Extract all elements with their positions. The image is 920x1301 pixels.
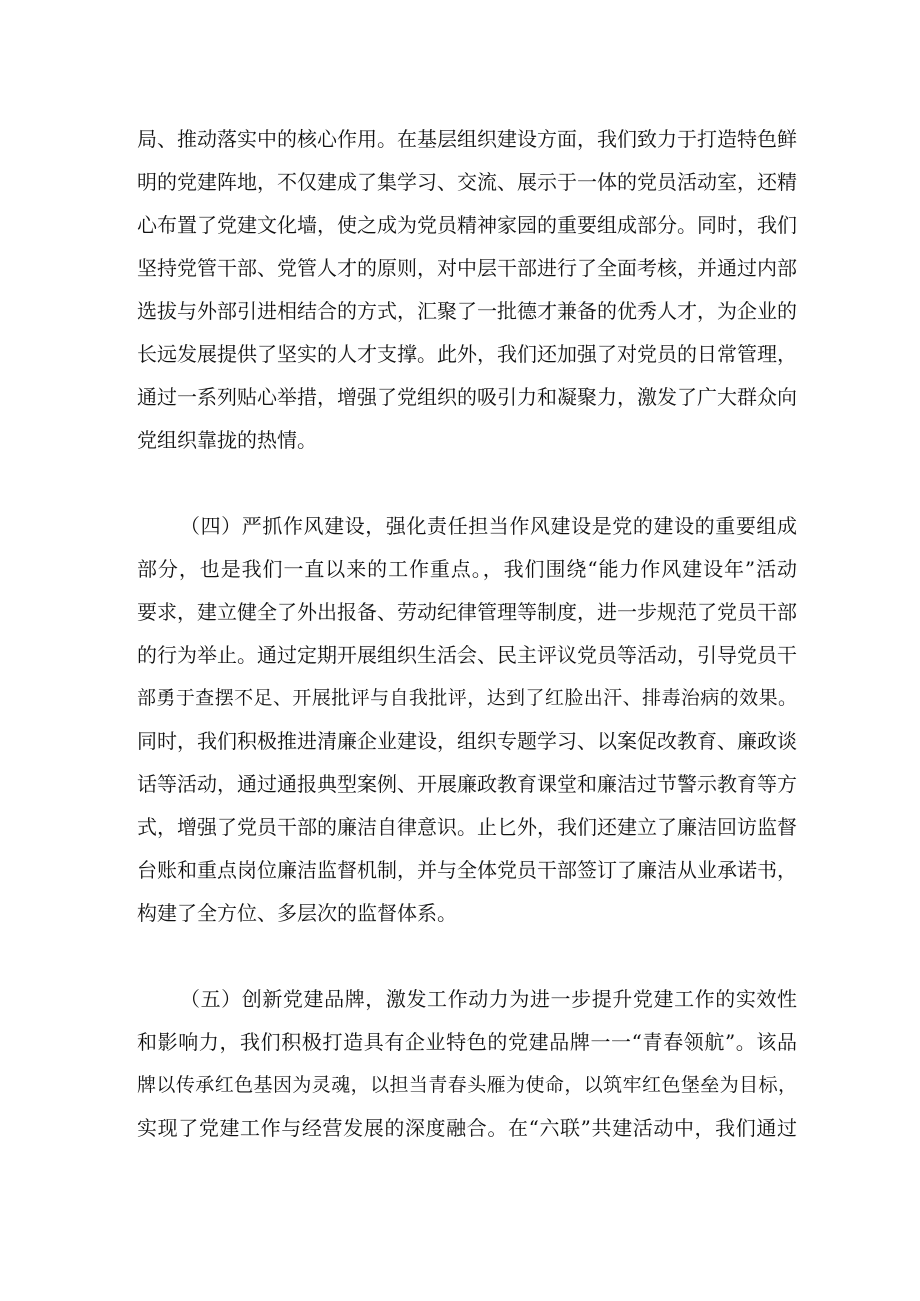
text-line: （四）严抓作风建设，强化责任担当作风建设是党的建设的重要组成	[180, 514, 797, 538]
text-line: 牌以传承红色基因为灵魂，以担当青春头雁为使命，以筑牢红色堡垒为目标，	[137, 1074, 797, 1096]
text-line: 的行为举止。通过定期开展组织生活会、民主评议党员等活动，引导党员干	[137, 643, 797, 667]
text-line: 要求，建立健全了外出报备、劳动纪律管理等制度，进一步规范了党员干部	[137, 600, 797, 624]
text-line: 明的党建阵地，不仅建成了集学习、交流、展示于一体的党员活动室，还精	[137, 170, 797, 194]
text-line: 和影响力，我们积极打造具有企业特色的党建品牌一一“青春领航”。该品	[137, 1030, 797, 1054]
text-line: 选拔与外部引进相结合的方式，汇聚了一批德才兼备的优秀人才，为企业的	[137, 299, 797, 323]
text-line: 实现了党建工作与经营发展的深度融合。在“六联”共建活动中，我们通过	[137, 1116, 797, 1140]
text-line: 式，增强了党员干部的廉洁自律意识。止匕外，我们还建立了廉洁回访监督	[137, 815, 797, 839]
text-line: 局、推动落实中的核心作用。在基层组织建设方面，我们致力于打造特色鲜	[137, 127, 797, 151]
text-line: 部分，也是我们一直以来的工作重点。，我们围绕“能力作风建设年”活动	[137, 557, 797, 581]
text-line: 同时，我们积极推进清廉企业建设，组织专题学习、以案促改教育、廉政谈	[137, 729, 797, 753]
text-line: 通过一系列贴心举措，增强了党组织的吸引力和凝聚力，激发了广大群众向	[137, 385, 797, 409]
text-line: 党组织靠拢的热情。	[137, 428, 317, 452]
text-line: 部勇于查摆不足、开展批评与自我批评，达到了红脸出汗、排毒治病的效果。	[137, 687, 797, 709]
text-line: 构建了全方位、多层次的监督体系。	[137, 901, 457, 925]
text-line: 心布置了党建文化墙，使之成为党员精神家园的重要组成部分。同时，我们	[137, 213, 797, 237]
text-line: （五）创新党建品牌，激发工作动力为进一步提升党建工作的实效性	[180, 987, 797, 1011]
text-line: 坚持党管干部、党管人才的原则，对中层干部进行了全面考核，并通过内部	[137, 256, 797, 280]
text-line: 话等活动，通过通报典型案例、开展廉政教育课堂和廉洁过节警示教育等方	[137, 772, 797, 796]
text-line: 台账和重点岗位廉洁监督机制，并与全体党员干部签订了廉洁从业承诺书，	[137, 858, 797, 882]
text-line: 长远发展提供了坚实的人才支撑。此外，我们还加强了对党员的日常管理，	[137, 342, 797, 366]
